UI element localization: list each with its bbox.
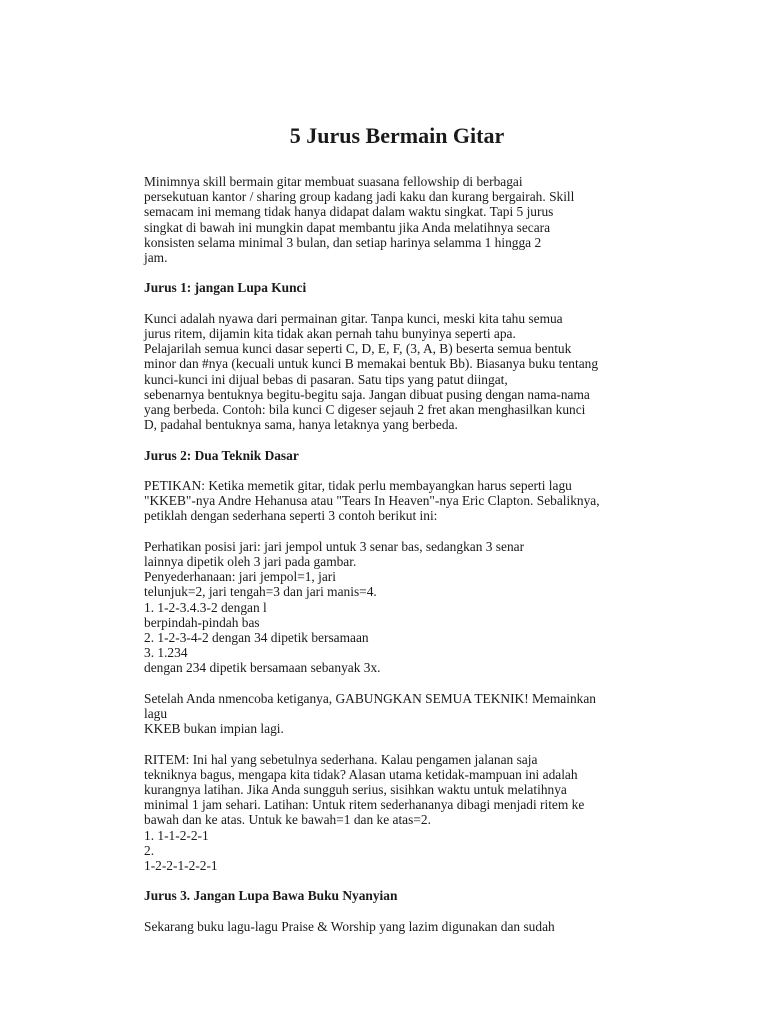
spacer bbox=[144, 736, 660, 751]
spacer bbox=[144, 524, 660, 539]
jurus-3-paragraph: Sekarang buku lagu-lagu Praise & Worship yang lazim digunakan dan sudah bbox=[144, 918, 555, 934]
spacer bbox=[144, 676, 660, 691]
section-heading-jurus-1: Jurus 1: jangan Lupa Kunci bbox=[144, 280, 307, 296]
jurus-1-paragraph: Kunci adalah nyawa dari permainan gitar. Tanpa kunci, meski kita tahu semua jurus ritem, dijamin kita tidak akan pernah tahu bunyinya seperti apa. Pelajarilah semua kunci dasar seperti C, D, E, F, (3, A, B) beserta semua bentuk minor dan #nya (kecuali untuk kunci B memakai bentuk Bb). Biasanya buku tentang kunci-kunci ini dijual bebas di pasaran. Satu tips yang patut diingat, sebenarnya bentuknya begitu-begitu saja. Jangan dibuat pusing dengan nama-nama yang berbeda. Contoh: bila kunci C digeser sejauh 2 fret akan menghasilkan kunci D, padahal bentuknya sama, hanya letaknya yang berbeda. bbox=[144, 310, 599, 433]
spacer bbox=[144, 463, 660, 478]
spacer bbox=[144, 432, 660, 447]
intro-paragraph: Minimnya skill bermain gitar membuat suasana fellowship di berbagai persekutuan kantor / sharing group kadang jadi kaku dan kurang bergairah. Skill semacam ini memang tidak hanya didapat dalam waktu singkat. Tapi 5 jurus singkat di bawah ini mungkin dapat membantu jika Anda melatihnya secara konsisten selama minimal 3 bulan, dan setiap harinya selamma 1 hingga 2 jam. bbox=[144, 174, 575, 266]
ritem-paragraph: RITEM: Ini hal yang sebetulnya sederhana. Kalau pengamen jalanan saja tekniknya bagus, mengapa kita tidak? Alasan utama ketidak-mampuan ini adalah kurangnya latihan. Jika Anda sungguh serius, sisihkan waktu untuk melatihnya minimal 1 jam sehari. Latihan: Untuk ritem sederhananya dibagi menjadi ritem ke bawah dan ke atas. Untuk ke bawah=1 dan ke atas=2. 1. 1-1-2-2-1 2. 1-2-2-1-2-2-1 bbox=[144, 751, 585, 874]
section-heading-jurus-3: Jurus 3. Jangan Lupa Bawa Buku Nyanyian bbox=[144, 888, 398, 904]
spacer bbox=[144, 296, 660, 311]
document-title: 5 Jurus Bermain Gitar bbox=[289, 123, 505, 148]
petikan-paragraph: PETIKAN: Ketika memetik gitar, tidak perlu membayangkan harus seperti lagu "KKEB"-nya Andre Hehanusa atau "Tears In Heaven"-nya Eric Clapton. Sebaliknya, petiklah dengan sederhana seperti 3 contoh berikut ini: bbox=[144, 478, 600, 524]
spacer bbox=[144, 904, 660, 919]
section-heading-jurus-2: Jurus 2: Dua Teknik Dasar bbox=[144, 447, 299, 463]
spacer bbox=[144, 265, 660, 280]
spacer bbox=[144, 873, 660, 888]
gabungkan-paragraph: Setelah Anda nmencoba ketiganya, GABUNGKAN SEMUA TEKNIK! Memainkan lagu KKEB bukan impian lagi. bbox=[144, 690, 596, 737]
posisi-jari-paragraph: Perhatikan posisi jari: jari jempol untuk 3 senar bas, sedangkan 3 senar lainnya dipetik oleh 3 jari pada gambar. Penyederhanaan: jari jempol=1, jari telunjuk=2, jari tengah=3 dan jari manis=4. 1. 1-2-3.4.3-2 dengan l berpindah-pindah bas 2. 1-2-3-4-2 dengan 34 dipetik bersamaan 3. 1.234 dengan 234 dipetik bersamaan sebanyak 3x. bbox=[144, 538, 525, 676]
